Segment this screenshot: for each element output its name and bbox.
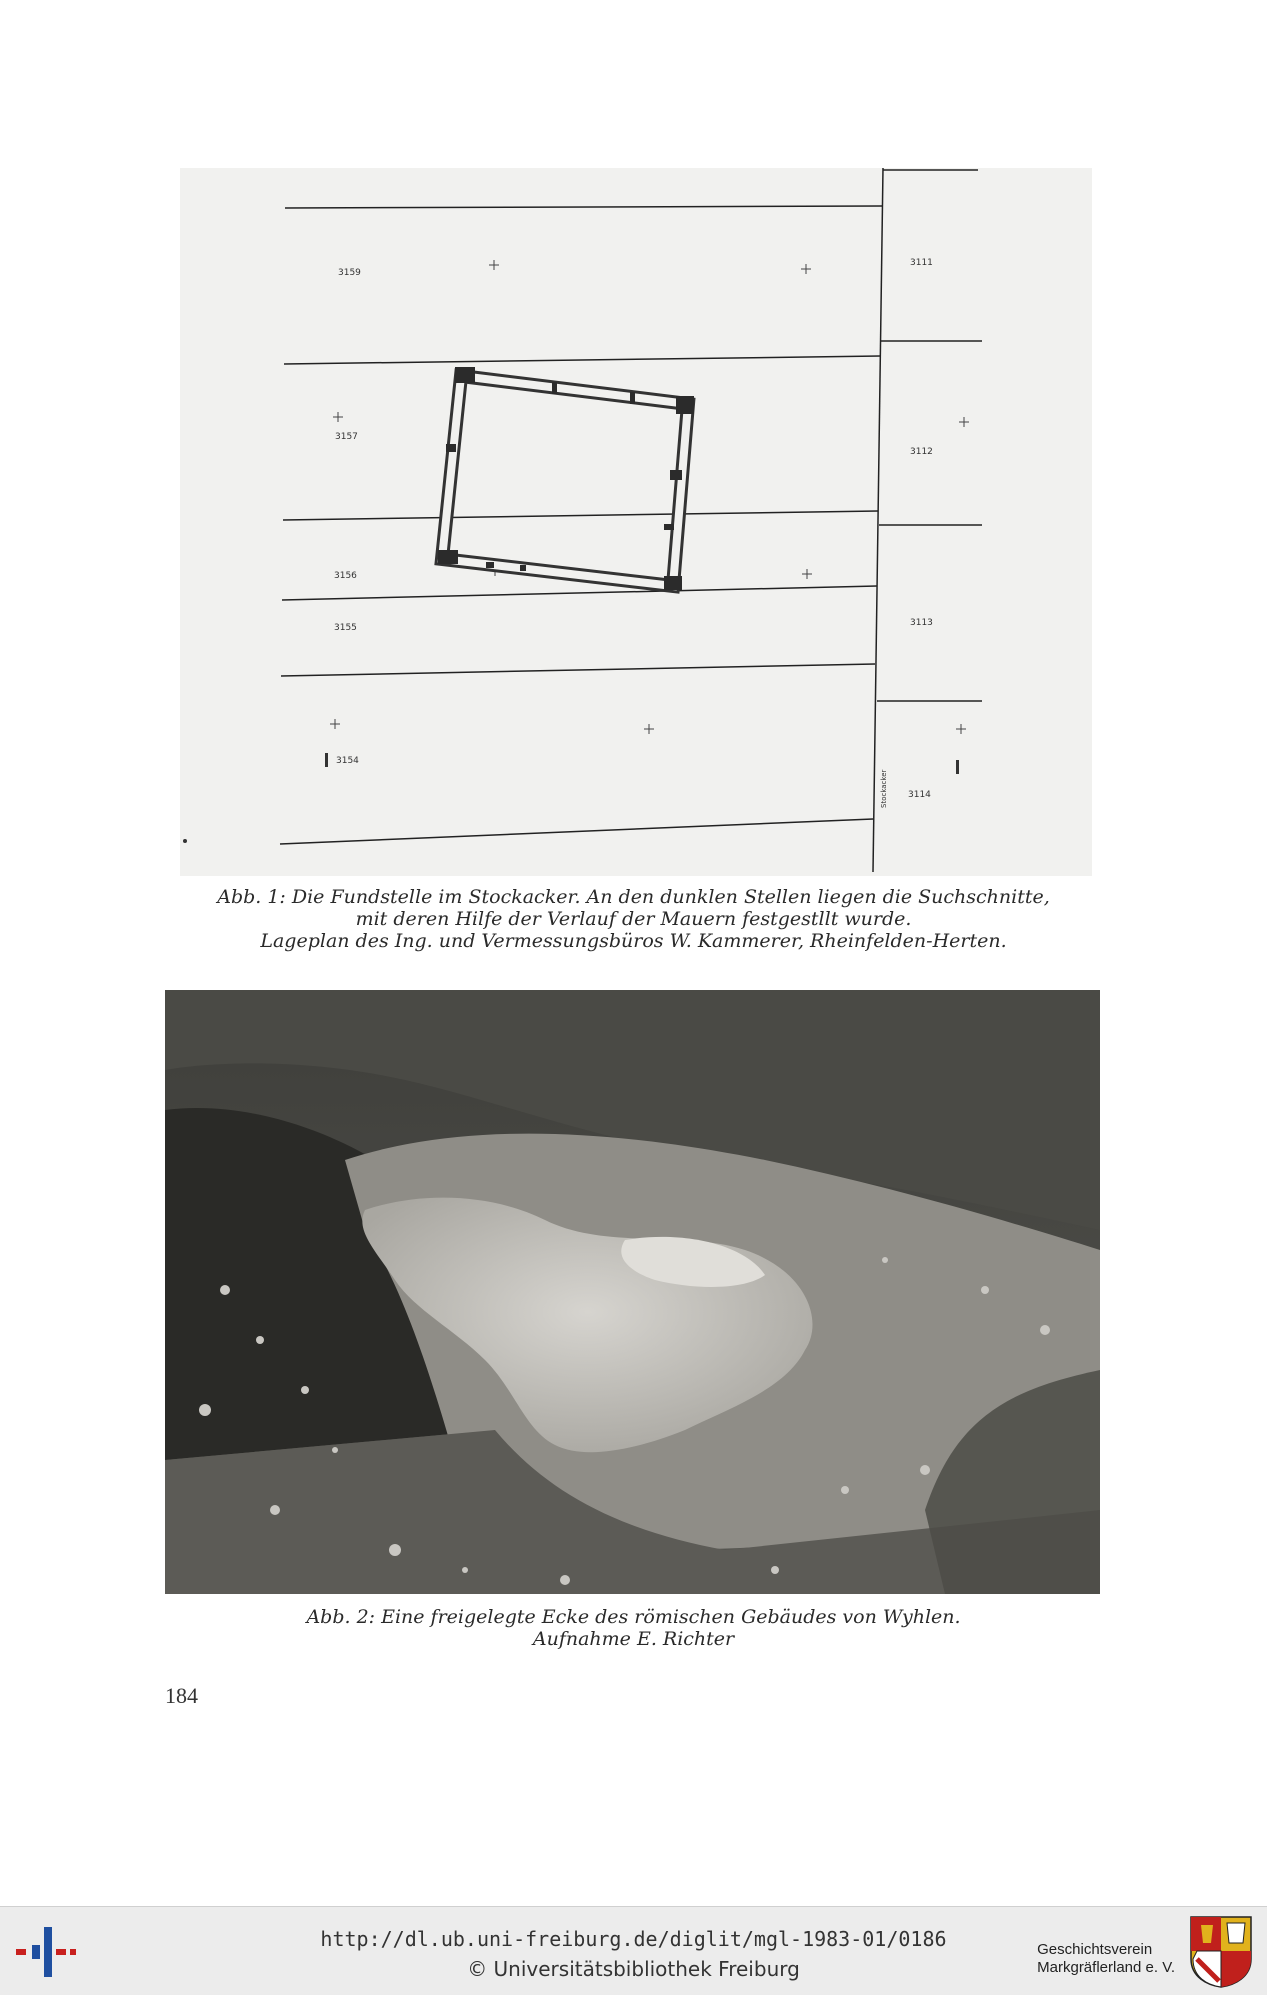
page-number: 184 xyxy=(165,1683,198,1708)
parcel-label: 3113 xyxy=(910,618,933,628)
parcel-label: 3111 xyxy=(910,258,933,268)
figure2-caption xyxy=(150,1606,1117,1650)
caption-line: Abb. 1: Die Fundstelle im Stockacker. An den dunklen Stellen liegen die Suchschnitte, xyxy=(217,886,1050,908)
figure1-caption xyxy=(150,886,1117,952)
parcel-label: 3156 xyxy=(334,571,357,581)
coat-of-arms-icon xyxy=(1189,1915,1253,1989)
parcel-label: 3154 xyxy=(336,756,359,766)
parcel-label: 3155 xyxy=(334,623,357,633)
organization-name xyxy=(1037,1941,1175,1977)
parcel-label: 3157 xyxy=(335,432,358,442)
site-plan-drawing xyxy=(180,168,1092,876)
parcel-label: 3159 xyxy=(338,268,361,278)
parcel-label: 3112 xyxy=(910,447,933,457)
road-label: Stockacker xyxy=(880,769,888,808)
copyright-notice: © Universitätsbibliothek Freiburg xyxy=(467,1957,800,1981)
org-line: Markgräflerland e. V. xyxy=(1037,1959,1175,1976)
caption-line: Lageplan des Ing. und Vermessungsbüros W. Kammerer, Rheinfelden-Herten. xyxy=(260,930,1007,952)
org-line: Geschichtsverein xyxy=(1037,1941,1153,1958)
site-plan-figure xyxy=(180,168,1092,876)
caption-line: Abb. 2: Eine freigelegte Ecke des römischen Gebäudes von Wyhlen. xyxy=(306,1606,961,1628)
excavation-photo-drawing xyxy=(165,990,1100,1594)
caption-line: mit deren Hilfe der Verlauf der Mauern festgestllt wurde. xyxy=(355,908,912,930)
caption-line: Aufnahme E. Richter xyxy=(532,1628,735,1650)
document-url[interactable]: http://dl.ub.uni-freiburg.de/diglit/mgl-1983-01/0186 xyxy=(320,1927,947,1951)
excavation-photo xyxy=(165,990,1100,1594)
footer-bar xyxy=(0,1906,1267,1995)
roman-building-outline xyxy=(438,367,694,590)
parcel-label: 3114 xyxy=(908,790,931,800)
